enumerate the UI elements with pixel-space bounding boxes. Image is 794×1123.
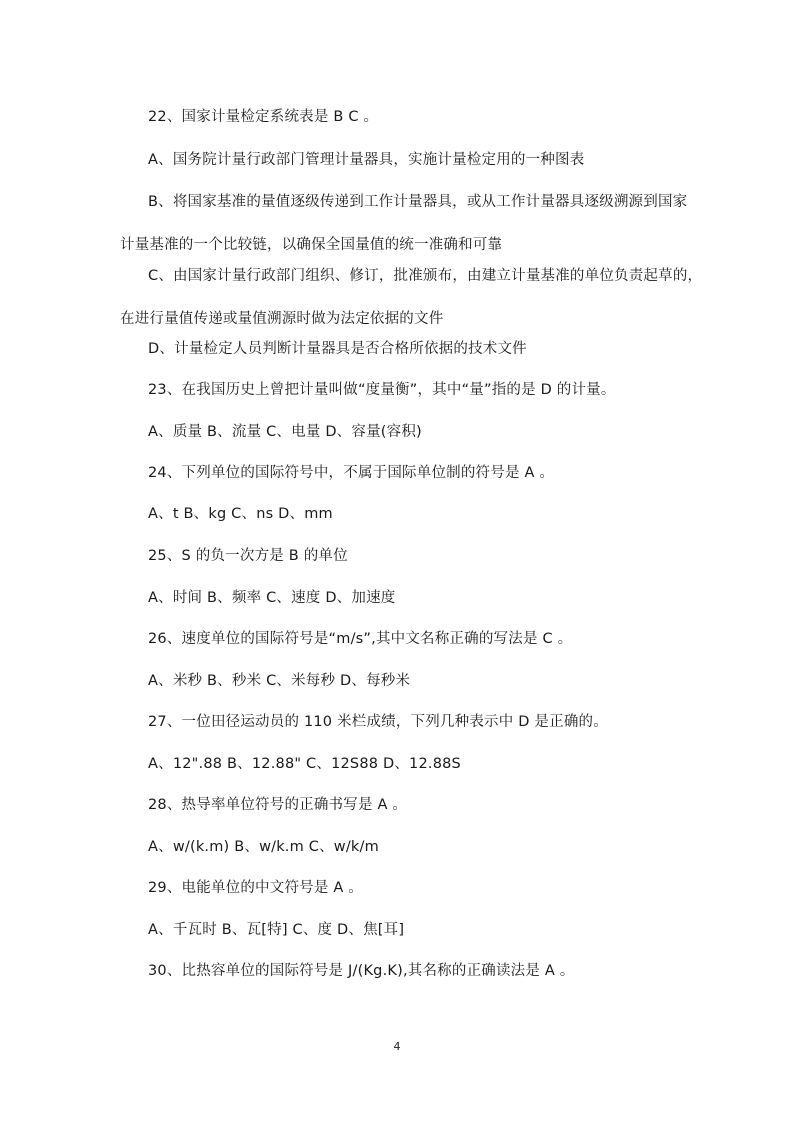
option-22-c-continued: 在进行量值传递或量值溯源时做为法定依据的文件: [120, 311, 444, 327]
options-23: A、质量 B、流量 C、电量 D、容量(容积): [148, 424, 422, 440]
option-22-d: D、计量检定人员判断计量器具是否合格所依据的技术文件: [148, 341, 527, 357]
question-28: 28、热导率单位符号的正确书写是 A 。: [148, 797, 408, 813]
question-26: 26、速度单位的国际符号是“m/s”,其中文名称正确的写法是 C 。: [148, 631, 573, 647]
options-26: A、米秒 B、秒米 C、米每秒 D、每秒米: [148, 673, 411, 689]
option-22-c: C、由国家计量行政部门组织、修订，批准颁布，由建立计量基准的单位负责起草的，: [148, 268, 703, 284]
option-22-b: B、将国家基准的量值逐级传递到工作计量器具，或从工作计量器具逐级溯源到国家: [148, 194, 688, 210]
question-24: 24、下列单位的国际符号中，不属于国际单位制的符号是 A 。: [148, 465, 555, 481]
question-29: 29、电能单位的中文符号是 A 。: [148, 880, 363, 896]
options-29: A、千瓦时 B、瓦[特] C、度 D、焦[耳]: [148, 922, 405, 938]
question-30: 30、比热容单位的国际符号是 J/(Kg.K),其名称的正确读法是 A 。: [148, 963, 575, 979]
option-22-a: A、国务院计量行政部门管理计量器具，实施计量检定用的一种图表: [148, 152, 585, 168]
question-22: 22、国家计量检定系统表是 B C 。: [148, 109, 379, 125]
question-23: 23、在我国历史上曾把计量叫做“度量衡”，其中“量”指的是 D 的计量。: [148, 382, 616, 398]
options-25: A、时间 B、频率 C、速度 D、加速度: [148, 590, 396, 606]
options-24: A、t B、kg C、ns D、mm: [148, 506, 333, 522]
question-27: 27、一位田径运动员的 110 米栏成绩，下列几种表示中 D 是正确的。: [148, 714, 608, 730]
option-22-b-continued: 计量基准的一个比较链，以确保全国量值的统一准确和可靠: [120, 237, 503, 253]
question-25: 25、S 的负一次方是 B 的单位: [148, 548, 348, 564]
page-number: 4: [393, 1040, 401, 1053]
options-28: A、w/(k.m) B、w/k.m C、w/k/m: [148, 839, 379, 855]
options-27: A、12".88 B、12.88" C、12S88 D、12.88S: [148, 756, 461, 772]
